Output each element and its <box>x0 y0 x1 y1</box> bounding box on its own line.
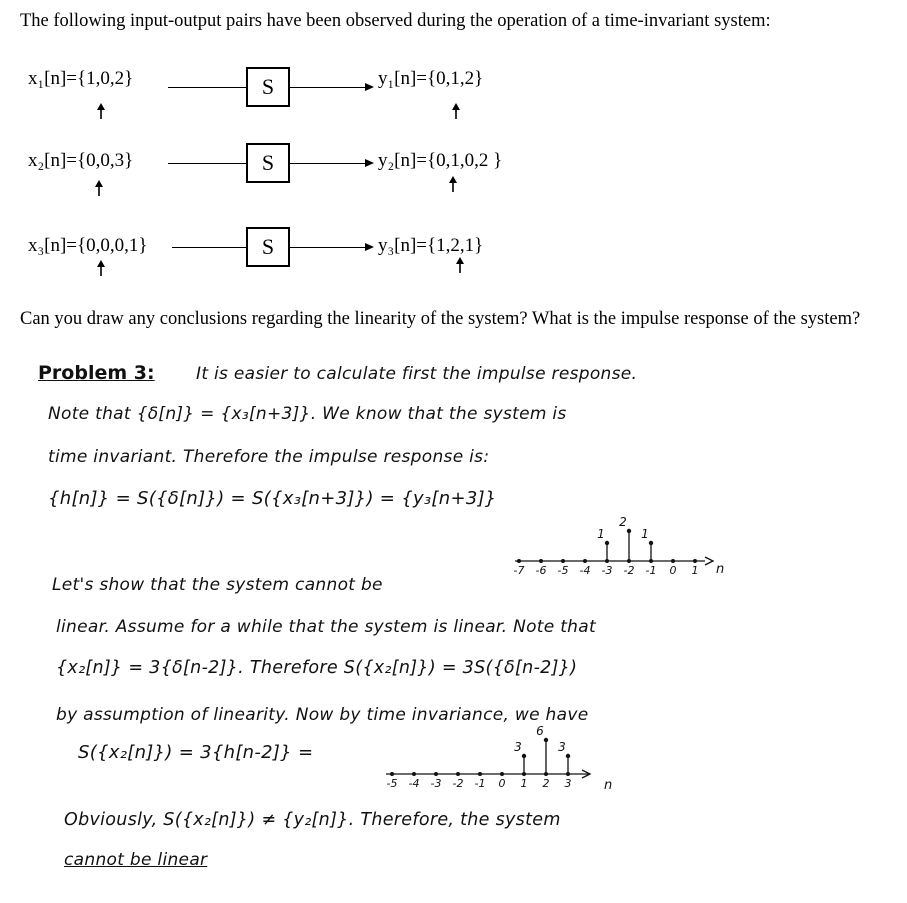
stem-label: 3 <box>514 740 522 754</box>
plot1-axis-arrow-icon <box>705 557 713 565</box>
equation-linearity: {x₂[n]} = 3{δ[n-2]}. Therefore S({x₂[n]}) = 3S({δ[n-2]}) <box>56 658 578 678</box>
sample-dot <box>517 559 521 563</box>
sample-dot <box>605 559 609 563</box>
input-wire <box>172 247 246 248</box>
solution-intro: It is easier to calculate first the impulse response. <box>196 364 638 384</box>
stem-dot <box>605 541 609 545</box>
equation-time-invariance: S({x₂[n]}) = 3{h[n-2]} = <box>78 742 314 763</box>
sample-dot <box>561 559 565 563</box>
plot1-axis-label: n <box>716 562 725 577</box>
stem-label: 2 <box>619 515 627 529</box>
output-wire <box>290 247 365 248</box>
tick-label: -1 <box>645 564 657 577</box>
tick-label: 1 <box>691 564 699 577</box>
solution-line-1: Note that {δ[n]} = {x₃[n+3]}. We know that the system is <box>48 404 567 424</box>
input-signal-1: x₁[n]={1,0,2} <box>28 68 134 89</box>
tick-label: 2 <box>542 777 550 790</box>
arrow-right-icon <box>365 243 374 251</box>
index-arrow-icon <box>451 103 461 119</box>
system-box: S <box>246 67 290 107</box>
shifted-response-plot <box>378 722 603 794</box>
output-signal-3: y₃[n]={1,2,1} <box>378 235 484 256</box>
sample-dot <box>434 772 438 776</box>
sample-dot <box>583 559 587 563</box>
sample-dot <box>412 772 416 776</box>
tick-label: -6 <box>535 564 547 577</box>
stem-dot <box>566 754 570 758</box>
index-arrow-icon <box>455 257 465 273</box>
intro-text: The following input-output pairs have been observed during the operation of a time-invariant system: <box>20 11 771 31</box>
arrow-right-icon <box>365 159 374 167</box>
input-signal-3: x₃[n]={0,0,0,1} <box>28 235 148 256</box>
output-signal-2: y₂[n]={0,1,0,2 } <box>378 150 503 171</box>
input-signal-2: x₂[n]={0,0,3} <box>28 150 134 171</box>
solution-line-3 <box>52 575 383 595</box>
sample-dot <box>390 772 394 776</box>
sample-dot <box>539 559 543 563</box>
sample-dot <box>566 772 570 776</box>
sample-dot <box>671 559 675 563</box>
problem-heading: Problem 3: <box>38 362 155 384</box>
input-wire <box>168 163 246 164</box>
tick-label: -5 <box>386 777 398 790</box>
index-arrow-icon <box>448 176 458 192</box>
tick-label: -4 <box>408 777 420 790</box>
stem-dot <box>544 738 548 742</box>
tick-label: -4 <box>579 564 591 577</box>
tick-label: 3 <box>564 777 572 790</box>
stem-dot <box>649 541 653 545</box>
solution-line-3-text: Let's show that the system cannot be <box>52 575 383 595</box>
index-arrow-icon <box>94 180 104 196</box>
output-signal-1: y₁[n]={0,1,2} <box>378 68 484 89</box>
input-wire <box>168 87 246 88</box>
tick-label: -3 <box>601 564 613 577</box>
sample-dot <box>627 559 631 563</box>
index-arrow-icon <box>96 103 106 119</box>
sample-dot <box>500 772 504 776</box>
tick-label: -1 <box>474 777 486 790</box>
impulse-response-plot <box>505 515 720 585</box>
solution-line-4: linear. Assume for a while that the system is linear. Note that <box>56 617 596 637</box>
solution-line-7: cannot be linear <box>64 850 208 870</box>
stem-label: 6 <box>536 724 544 738</box>
equation-impulse-response: {h[n]} = S({δ[n]}) = S({x₃[n+3]}) = {y₃[n+3]} <box>48 488 497 509</box>
sample-dot <box>649 559 653 563</box>
tick-label: -2 <box>452 777 464 790</box>
arrow-right-icon <box>365 83 374 91</box>
tick-label: 0 <box>669 564 677 577</box>
sample-dot <box>522 772 526 776</box>
sample-dot <box>478 772 482 776</box>
stem-dot <box>522 754 526 758</box>
output-wire <box>290 163 365 164</box>
sample-dot <box>456 772 460 776</box>
output-wire <box>290 87 365 88</box>
system-box: S <box>246 143 290 183</box>
system-box: S <box>246 227 290 267</box>
sample-dot <box>544 772 548 776</box>
stem-label: 3 <box>558 740 566 754</box>
tick-label: -5 <box>557 564 569 577</box>
solution-line-5: by assumption of linearity. Now by time invariance, we have <box>56 705 589 725</box>
solution-line-6: Obviously, S({x₂[n]}) ≠ {y₂[n]}. Therefore, the system <box>64 810 561 830</box>
solution-line-2: time invariant. Therefore the impulse response is: <box>48 447 490 467</box>
plot2-axis-label: n <box>604 778 613 793</box>
tick-label: 0 <box>498 777 506 790</box>
stem-dot <box>627 529 631 533</box>
tick-label: -3 <box>430 777 442 790</box>
stem-label: 1 <box>597 527 605 541</box>
tick-label: -2 <box>623 564 635 577</box>
index-arrow-icon <box>96 260 106 276</box>
tick-label: -7 <box>513 564 525 577</box>
tick-label: 1 <box>520 777 528 790</box>
question-text: Can you draw any conclusions regarding the linearity of the system? What is the impulse response of the system? <box>20 309 861 329</box>
stem-label: 1 <box>641 527 649 541</box>
sample-dot <box>693 559 697 563</box>
